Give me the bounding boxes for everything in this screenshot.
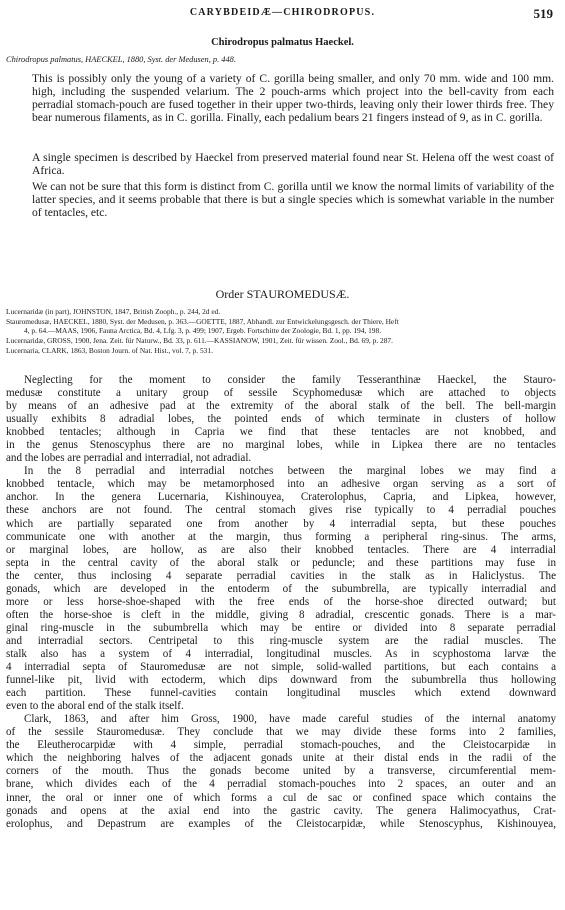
body-line: or marginal lobes, are hollow, as are also their knobbed tentacles. There are 4 interradial <box>6 543 556 556</box>
paragraph-1-text: This is possibly only the young of a variety of C. gorilla being smaller, and only 70 mm. wide and 100 mm. high, including the suspended velarium. The 2 pouch-arms which project into the bell-cavity from each perradial stomach-pouch are fused together in their upper two-thirds, leaving only their lower thirds free. They bear numerous filaments, as in C. gorilla. Finally, each pedalium bears 21 fingers instead of 9, as in C. gorilla. <box>32 72 554 125</box>
order-heading: Order STAUROMEDUSÆ. <box>215 287 350 301</box>
body-line: knobbed tentacles; although in Capria we find that these tentacles are not knobbed, and <box>6 426 556 439</box>
body-line: of the sessile Stauromedusæ. They conclude that we may divide these forms into 2 families, <box>6 726 556 739</box>
body-line: In the 8 perradial and interradial notches between the marginal lobes we may find a <box>24 465 556 478</box>
body-line: which are partially separated one from another by 4 interradial septa, but these pouches <box>6 517 556 530</box>
page-number: 519 <box>533 6 553 21</box>
paragraph-3 <box>32 180 554 219</box>
reference-line: Stauromedusæ, HAECKEL, 1880, Syst. der Medusen, p. 363.—GOETTE, 1887, Abhandl. zur Entwickelungsgesch. der Thiere, Heft <box>6 316 399 326</box>
body-line: even to the aboral end of the stalk itself. <box>6 700 184 713</box>
paragraph-3-text: We can not be sure that this form is distinct from C. gorilla until we know the normal limits of variability of the latter species, and it seems probable that there is but a single species which is somewhat variable in the number of tentacles, etc. <box>32 180 554 220</box>
body-line: brane, which divides each of the 4 perradial stomach-pouches into 2 spaces, an outer and an <box>6 778 556 791</box>
body-line: septa in the central cavity of the aboral stalk or peduncle; and these partitions may fuse in <box>6 556 556 569</box>
body-line: corners of the mouth. Thus the gonads become united by a transverse, circumferential mem- <box>6 765 556 778</box>
body-line: inner, the oral or inner one of which forms a cul de sac or confined space which contains the <box>6 791 556 804</box>
body-line: gonads and opens at the axial end into the gastric cavity. The genera Halimocyathus, Crat- <box>6 804 556 817</box>
species-reference <box>6 54 556 65</box>
reference-line: Lucernaridæ (in part), JOHNSTON, 1847, British Zooph., p. 244, 2d ed. <box>6 307 221 316</box>
paragraph-1 <box>32 72 554 124</box>
paragraph-2-text: A single specimen is described by Haeckel from preserved material found near St. Helena off the west coast of Africa. <box>32 151 554 178</box>
body-line: often the horse-shoe is cleft in the middle, giving 8 adradial, crescentic gonads. There is a mar- <box>6 608 556 621</box>
body-line: funnel-like pit, livid with ectoderm, which dips downward from the subumbrella thus hollowing <box>6 674 556 687</box>
body-line: Neglecting for the moment to consider the family Tesseranthinæ Haeckel, the Stauro- <box>24 374 556 386</box>
body-line: knobbed tentacle, which may be metamorphosed into an adhesive organ serving as a sort of <box>6 478 556 491</box>
body-line: usually exhibits 8 adradial lobes, the pointed ends of which terminate in clusters of hollow <box>6 413 556 426</box>
body-line: each partition. These funnel-cavities contain longitudinal muscles which extend downward <box>6 687 556 700</box>
reference-line: Lucernaridæ, GROSS, 1900, Jena. Zeit. für Naturw., Bd. 33, p. 611.—KASSIANOW, 1901, Zeit. für wissen. Zool., Bd. 69, p. 287. <box>6 336 393 346</box>
reference-line: Lucernaria, CLARK, 1863, Boston Journ. of Nat. Hist., vol. 7, p. 531. <box>6 345 213 355</box>
running-head <box>0 6 565 22</box>
body-line: communicate one with another at the margin, thus forming a peripheral ring-sinus. The arms, <box>6 530 556 543</box>
body-line: medusæ constitute a unitary group of sessile Scyphomedusæ which are attached to objects <box>6 387 556 400</box>
body-line: ginal ring-muscle in the subumbrella which may be entire or divided into 8 separate perradial <box>6 621 556 634</box>
order-references <box>6 307 556 356</box>
body-line: by means of an adhesive pad at the extremity of the aboral stalk of the bell. The bell-margin <box>6 400 556 413</box>
body-line: erolophus, and Depastrum are examples of the Cleistocarpidæ, while Stenoscyphus, Kishinouyea, <box>6 817 556 830</box>
body-line: and interradial sectors. Centripetal to this ring-muscle system are the radial muscles. The <box>6 634 556 647</box>
body-line: gonads, which are developed in the entoderm of the subumbrella, are typically interradial and <box>6 582 556 595</box>
body-line: Clark, 1863, and after him Gross, 1900, have made careful studies of the internal anatomy <box>24 713 556 726</box>
paragraph-2 <box>32 151 554 177</box>
body-line: anchor. In the genera Lucernaria, Kishinouyea, Craterolophus, Capria, and Lipkea, however, <box>6 491 556 504</box>
body-line: 4 interradial septa of Stauromedusæ are not simple, solid-walled partitions, but each contains a <box>6 661 556 674</box>
body-line: stalk also has a system of 4 interradial, longitudinal muscles. As in scyphostoma larvæ the <box>6 647 556 660</box>
body-line: the Eleutherocarpidæ with 4 simple, perradial stomach-pouches, and the Cleistocarpidæ in <box>6 739 556 752</box>
body-line: which the neighboring halves of the adjacent gonads unite at their distal ends in the radii of the <box>6 752 556 765</box>
body-line: more or less horse-shoe-shaped with the free ends of the horse-shoe directed outward; but <box>6 595 556 608</box>
running-title: CARYBDEIDÆ—CHIRODROPUS. <box>189 7 376 18</box>
reference-line: 4, p. 64.—MAAS, 1906, Fauna Arctica, Bd. 4, Lfg. 3, p. 499; 1907, Ergeb. Fortschitte der Zoologie, Bd. 1, pp. 194, 198. <box>24 326 382 336</box>
body-line: the center, thus inclosing 4 separate perradial cavities in the stalk as in Haliclystus. The <box>6 569 556 582</box>
body-line: these anchors are not found. The central stomach gives rise typically to 4 perradial pouches <box>6 504 556 517</box>
body-line: and the lobes are perradial and interradial, not adradial. <box>6 452 252 465</box>
body-line: in the genus Stenoscyphus there are no marginal lobes, while in Lipkea there are no tentacles <box>6 439 556 452</box>
species-reference-text: Chirodropus palmatus, HAECKEL, 1880, Syst. der Medusen, p. 448. <box>6 55 236 64</box>
order-body-text <box>6 374 556 831</box>
species-heading: Chirodropus palmatus Haeckel. <box>211 37 354 48</box>
